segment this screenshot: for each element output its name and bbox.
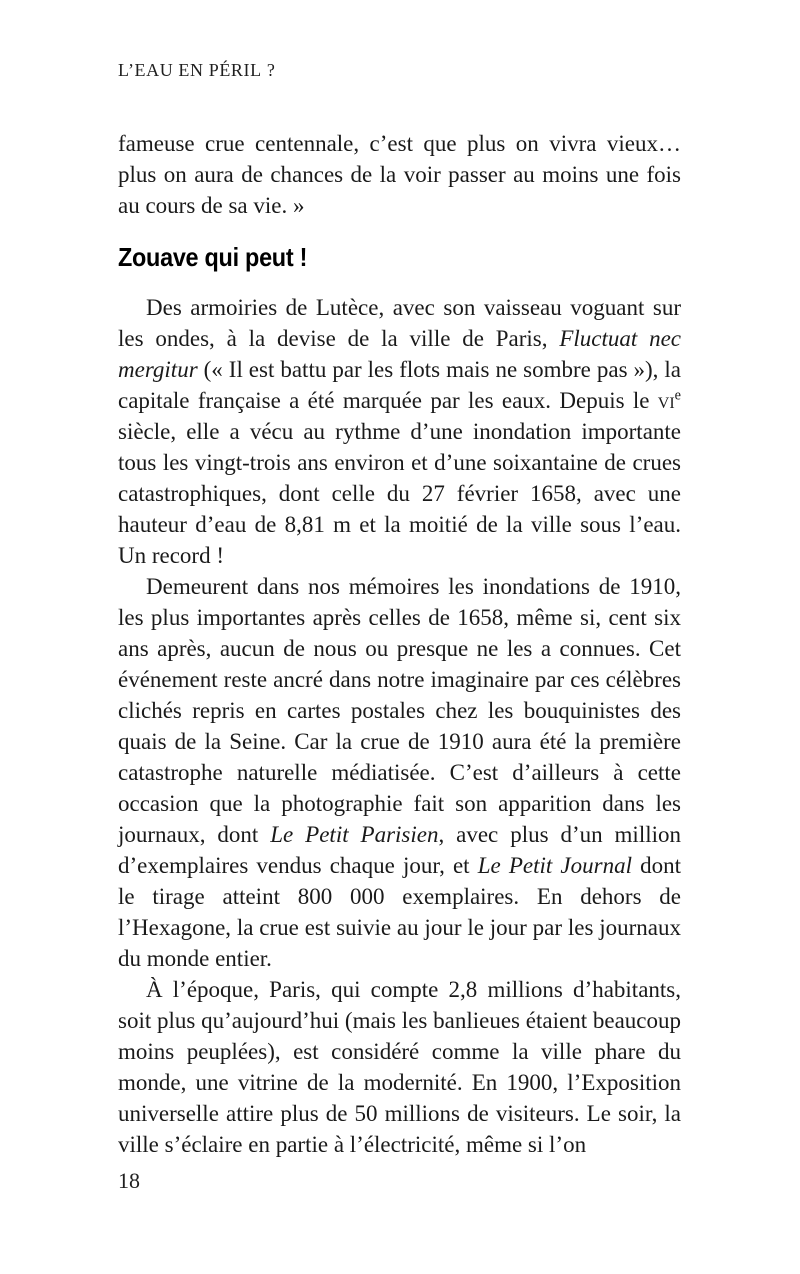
page-number: 18: [118, 1168, 140, 1193]
paragraph-text: fameuse crue centennale, c’est que plus on vivra vieux… plus on aura de chances de la voir passer au moins une fois au cours de sa vie. »: [118, 131, 681, 218]
running-header: L’EAU EN PÉRIL ?: [118, 60, 276, 80]
paragraph-armoiries: [118, 292, 681, 571]
paragraph-text: (« Il est battu par les flots mais ne sombre pas »), la capitale française a été marquée par les eaux. Depuis le: [118, 357, 681, 413]
journal-title-italic: Le Petit Journal: [477, 853, 632, 878]
paragraph-text: Demeurent dans nos mémoires les inondations de 1910, les plus importantes après celles de 1658, même si, cent six ans après, aucun de nous ou presque ne les a connues. Cet événement reste ancré dans notre imaginaire par ces célèbres clichés repris en cartes postales chez les bouquinistes des quais de la Seine. Car la crue de 1910 aura été la première catastrophe naturelle médiatisée. C’est d’ailleurs à cette occasion que la photographie fait son apparition dans les journaux, dont: [118, 574, 681, 847]
paragraph-text: siècle, elle a vécu au rythme d’une inondation importante tous les vingt-trois ans environ et d’une soixantaine de crues catastrophiques, dont celle du 27 février 1658, avec une hauteur d’eau de 8,81 m et la moitié de la ville sous l’eau. Un record !: [118, 419, 681, 568]
century-ordinal-superscript: e: [674, 387, 681, 404]
section-heading: Zouave qui peut !: [118, 242, 308, 272]
paragraph-text: dont le tirage atteint 800 000 exemplaires. En dehors de l’Hexagone, la crue est suivie au jour le jour par les journaux du monde entier.: [118, 853, 681, 971]
page-footer: [118, 1168, 140, 1194]
paragraph-text: À l’époque, Paris, qui compte 2,8 millions d’habitants, soit plus qu’aujourd’hui (mais les banlieues étaient beaucoup moins peuplées), est considéré comme la ville phare du monde, une vitrine de la modernité. En 1900, l’Exposition universelle attire plus de 50 millions de visiteurs. Le soir, la ville s’éclaire en partie à l’électricité, même si l’on: [118, 977, 681, 1157]
century-numeral-smallcaps: vi: [657, 388, 675, 413]
journal-title-italic: Le Petit Parisien: [270, 822, 439, 847]
latin-motto-italic: Fluctuat nec mergitur: [118, 326, 681, 382]
paragraph-1910: [118, 571, 681, 974]
page-body: [118, 128, 681, 1160]
paragraph-text: Des armoiries de Lutèce, avec son vaisseau voguant sur les ondes, à la devise de la ville de Paris,: [118, 295, 681, 351]
paragraph-text: , avec plus d’un million d’exemplaires vendus chaque jour, et: [118, 822, 681, 878]
paragraph-epoque: [118, 974, 681, 1160]
paragraph-continuation: [118, 128, 681, 221]
